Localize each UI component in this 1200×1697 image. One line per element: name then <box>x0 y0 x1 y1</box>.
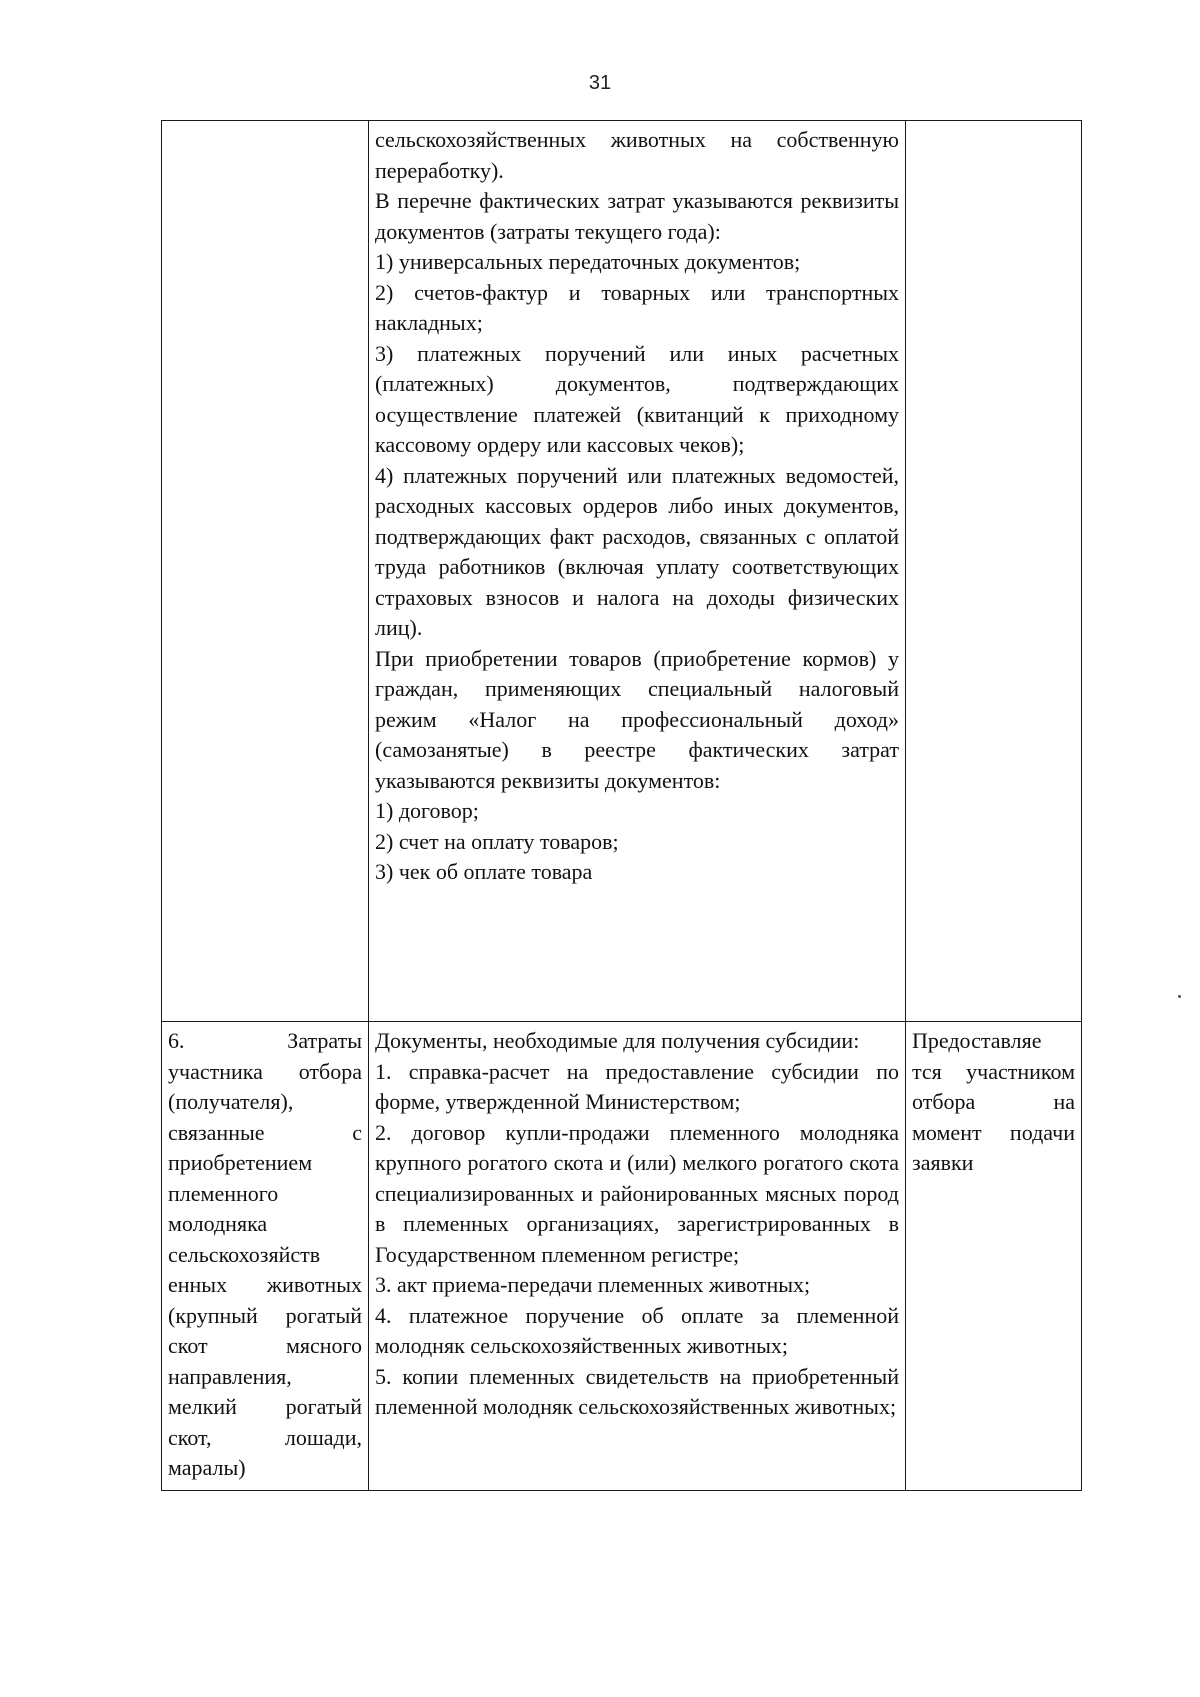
page-number: 31 <box>588 72 612 94</box>
document-list-item: 3) платежных поручений или иных расчетных (платежных) документов, подтверждающих осуществление платежей (квитанций к приходному кассовому ордеру или кассовых чеков); <box>375 340 899 457</box>
document-paragraph: Документы, необходимые для получения субсидии: <box>375 1028 860 1053</box>
document-paragraph: сельскохозяйственных животных на собственную переработку). <box>375 127 899 183</box>
cost-type-text: 6. Затраты участника отбора (получателя), связанные с приобретением племенного молодняка сельскохозяйств енных животных (крупный рогатый скот мясного направления, мелкий рогатый скот, лошади, маралы) <box>168 1028 362 1480</box>
documents-cell <box>369 1022 906 1491</box>
document-list-item: 5. копии племенных свидетельств на приобретенный племенной молодняк сельскохозяйственных животных; <box>375 1363 899 1419</box>
submission-text: Предоставляе тся участником отбора на момент подачи заявки <box>912 1028 1075 1175</box>
table-row <box>162 1022 1082 1491</box>
scan-speck <box>1178 995 1181 998</box>
document-list-item: 3. акт приема-передачи племенных животных; <box>375 1272 811 1297</box>
requirements-table <box>161 120 1082 1491</box>
cost-type-cell <box>162 121 369 1022</box>
document-list-item: 1) договор; <box>375 798 479 823</box>
documents-cell <box>369 121 906 1022</box>
submission-cell <box>906 121 1082 1022</box>
document-list-item: 1. справка-расчет на предоставление субсидии по форме, утвержденной Министерством; <box>375 1058 899 1114</box>
document-list-item: 2) счет на оплату товаров; <box>375 828 619 854</box>
document-list-item: 2. договор купли-продажи племенного молодняка крупного рогатого скота и (или) мелкого рогатого скота специализированных и районированных мясных пород в племенных организациях, зарегистрированных в Государственном племенном регистре; <box>375 1119 899 1267</box>
document-list-item: 3) чек об оплате товара <box>375 859 593 884</box>
cost-type-cell <box>162 1022 369 1491</box>
document-list-item: 2) счетов-фактур и товарных или транспортных накладных; <box>375 279 899 335</box>
table-row <box>162 121 1082 1022</box>
document-list-item: 4. платежное поручение об оплате за племенной молодняк сельскохозяйственных животных; <box>375 1302 899 1358</box>
document-paragraph: При приобретении товаров (приобретение кормов) у граждан, применяющих специальный налоговый режим «Налог на профессиональный доход» (самозанятые) в реестре фактических затрат указываются реквизиты документов: <box>375 645 899 793</box>
document-paragraph: В перечне фактических затрат указываются реквизиты документов (затраты текущего года): <box>375 188 899 244</box>
document-list-item: 1) универсальных передаточных документов; <box>375 249 801 274</box>
submission-cell <box>906 1022 1082 1491</box>
document-list-item: 4) платежных поручений или платежных ведомостей, расходных кассовых ордеров либо иных документов, подтверждающих факт расходов, связанных с оплатой труда работников (включая уплату соответствующих страховых взносов и налога на доходы физических лиц). <box>375 462 899 640</box>
